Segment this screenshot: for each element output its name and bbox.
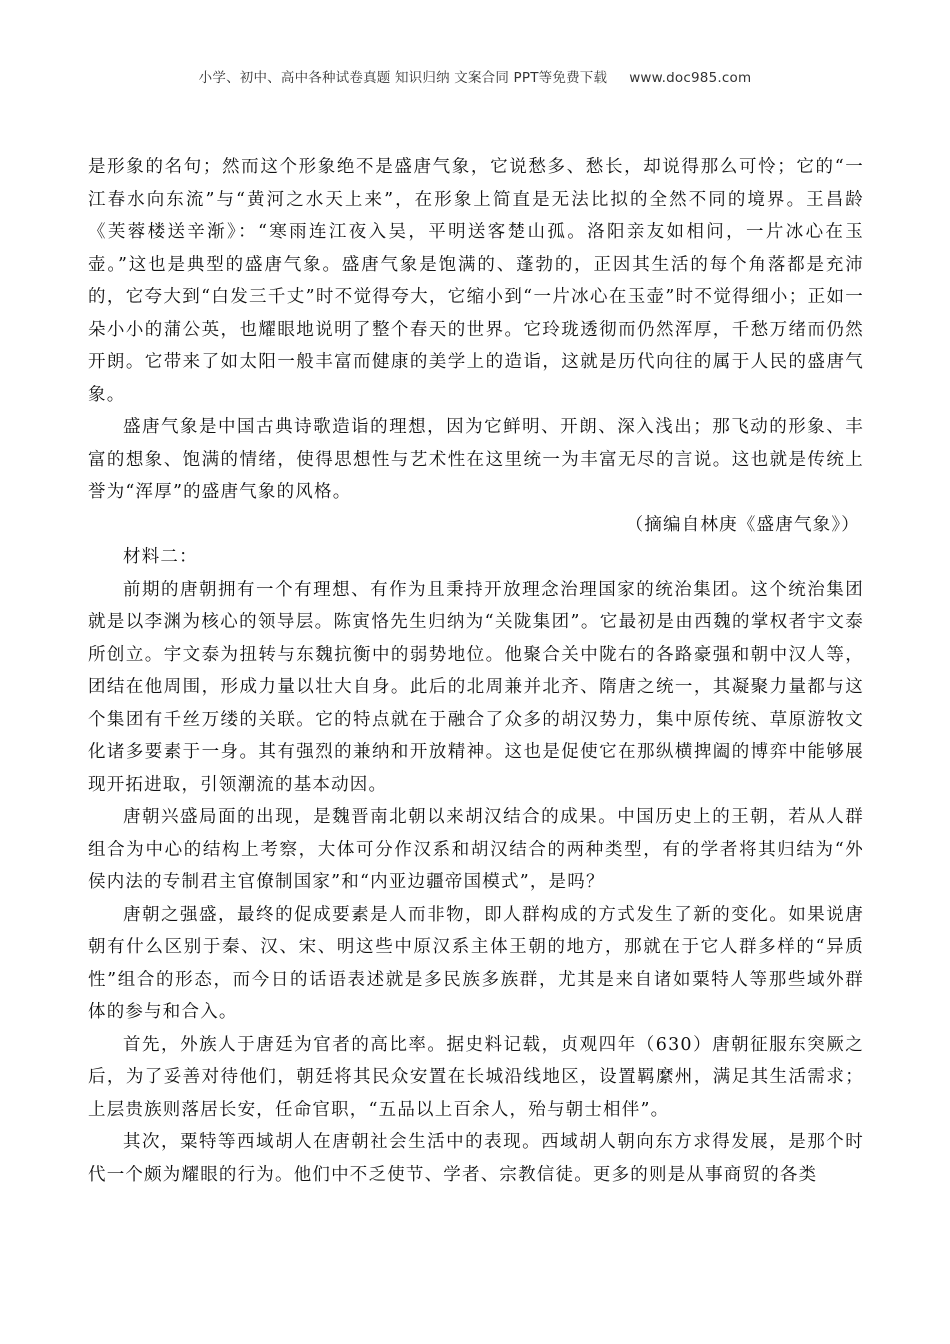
paragraph-5: 唐朝之强盛，最终的促成要素是人而非物，即人群构成的方式发生了新的变化。如果说唐朝有什么区别于秦、汉、宋、明这些中原汉系主体王朝的地方，那就在于它人群多样的“异质性”组合的形态，而今日的话语表述就是多民族多族群，尤其是来自诸如粟特人等那些域外群体的参与和合入。 <box>88 904 864 1022</box>
page-header <box>0 66 950 86</box>
paragraph-3: 前期的唐朝拥有一个有理想、有作为且秉持开放理念治理国家的统治集团。这个统治集团就是以李渊为核心的领导层。陈寅恪先生归纳为“关陇集团”。它最初是由西魏的掌权者宇文泰所创立。宇文泰为扭转与东魏抗衡中的弱势地位。他聚合关中陇右的各路豪强和朝中汉人等，团结在他周围，形成力量以壮大自身。此后的北周兼并北齐、隋唐之统一，其凝聚力量都与这个集团有千丝万缕的关联。它的特点就在于融合了众多的胡汉势力，集中原传统、草原游牧文化诸多要素于一身。其有强烈的兼纳和开放精神。这也是促使它在那纵横捭阖的博弈中能够展现开拓进取，引领潮流的基本动因。 <box>88 579 864 795</box>
header-url-link[interactable]: www.doc985.com <box>629 70 752 86</box>
paragraph-6: 首先，外族人于唐廷为官者的高比率。据史料记载，贞观四年（630）唐朝征服东突厥之后，为了妥善对待他们，朝廷将其民众安置在长城沿线地区，设置羁縻州，满足其生活需求；上层贵族则落居长安，任命官职，“五品以上百余人，殆与朝士相伴”。 <box>88 1034 864 1120</box>
header-text: 小学、初中、高中各种试卷真题 知识归纳 文案合同 PPT等免费下载 <box>198 70 608 86</box>
paragraph-7: 其次，粟特等西域胡人在唐朝社会生活中的表现。西域胡人朝向东方求得发展，是那个时代一个颇为耀眼的行为。他们中不乏使节、学者、宗教信徒。更多的则是从事商贸的各类 <box>88 1132 864 1185</box>
source-citation: （摘编自林庚《盛唐气象》） <box>625 514 860 535</box>
paragraph-4: 唐朝兴盛局面的出现，是魏晋南北朝以来胡汉结合的成果。中国历史上的王朝，若从人群组合为中心的结构上考察，大体可分作汉系和胡汉结合的两种类型，有的学者将其归结为“外侯内法的专制君主官僚制国家”和“内亚边疆帝国模式”，是吗？ <box>88 807 864 892</box>
paragraph-2: 盛唐气象是中国古典诗歌造诣的理想，因为它鲜明、开朗、深入浅出；那飞动的形象、丰富的想象、饱满的情绪，使得思想性与艺术性在这里统一为丰富无尽的言说。这也就是传统上誉为“浑厚”的盛唐气象的风格。 <box>88 417 864 502</box>
section-heading-material-2: 材料二： <box>123 547 198 567</box>
paragraph-1: 是形象的名句；然而这个形象绝不是盛唐气象，它说愁多、愁长，却说得那么可怜；它的“一江春水向东流”与“黄河之水天上来”，在形象上简直是无法比拟的全然不同的境界。王昌龄《芙蓉楼送辛渐》：“寒雨连江夜入吴，平明送客楚山孤。洛阳亲友如相问，一片冰心在玉壶。”这也是典型的盛唐气象。盛唐气象是饱满的、蓬勃的，正因其生活的每个角落都是充沛的，它夸大到“白发三千丈”时不觉得夸大，它缩小到“一片冰心在玉壶”时不觉得细小；正如一朵小小的蒲公英，也耀眼地说明了整个春天的世界。它玲珑透彻而仍然浑厚，千愁万绪而仍然开朗。它带来了如太阳一般丰富而健康的美学上的造诣，这就是历代向往的属于人民的盛唐气象。 <box>88 157 864 405</box>
document-body <box>88 151 864 1191</box>
